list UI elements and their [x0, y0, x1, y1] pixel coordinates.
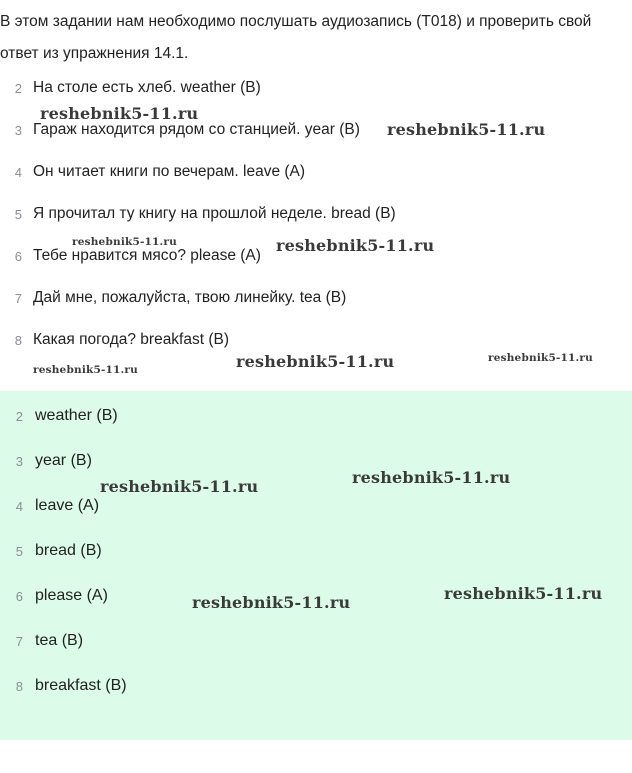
task-intro: В этом задании нам необходимо послушать аудиозапись (T018) и проверить свой ответ из упражнения 14.1. [0, 13, 592, 62]
watermark: reshebnik5-11.ru [387, 120, 546, 139]
answer-item [0, 628, 83, 654]
watermark: reshebnik5-11.ru [236, 352, 395, 371]
item-number: 2 [14, 80, 22, 96]
answer-item [0, 673, 127, 699]
answer-text: breakfast (B) [35, 677, 127, 694]
watermark: reshebnik5-11.ru [192, 593, 351, 612]
answer-item [0, 448, 92, 474]
item-text: На столе есть хлеб. weather (B) [33, 79, 261, 96]
answer-item [0, 493, 99, 519]
answer-number: 6 [15, 588, 23, 604]
watermark: reshebnik5-11.ru [72, 236, 177, 248]
list-item [0, 75, 261, 101]
item-number: 8 [14, 332, 22, 348]
answer-text: bread (B) [35, 542, 102, 559]
answer-text: weather (B) [35, 407, 118, 424]
list-item [0, 285, 346, 311]
answer-item [0, 403, 118, 429]
item-text: Он читает книги по вечерам. leave (A) [33, 163, 306, 180]
list-item [0, 327, 229, 353]
watermark: reshebnik5-11.ru [488, 352, 593, 364]
answer-item [0, 583, 108, 609]
item-text: Дай мне, пожалуйста, твою линейку. tea (B) [33, 289, 347, 306]
watermark: reshebnik5-11.ru [444, 584, 603, 603]
list-item [0, 201, 396, 227]
answer-number: 5 [15, 543, 23, 559]
answer-text: please (A) [35, 587, 108, 604]
answer-number: 3 [15, 453, 23, 469]
item-number: 7 [14, 290, 22, 306]
item-number: 4 [14, 164, 22, 180]
watermark: reshebnik5-11.ru [100, 477, 259, 496]
list-item [0, 159, 305, 185]
answer-number: 2 [15, 408, 23, 424]
item-text: Тебе нравится мясо? please (A) [33, 247, 261, 264]
item-text: Я прочитал ту книгу на прошлой неделе. bread (B) [33, 205, 396, 222]
item-number: 3 [14, 122, 22, 138]
answer-text: year (B) [35, 452, 92, 469]
item-text: Гараж находится рядом со станцией. year (B) [33, 121, 360, 138]
answer-item [0, 538, 102, 564]
item-number: 6 [14, 248, 22, 264]
answers-panel [0, 391, 632, 740]
answer-number: 8 [15, 678, 23, 694]
watermark: reshebnik5-11.ru [33, 364, 138, 376]
watermark: reshebnik5-11.ru [40, 104, 199, 123]
answer-number: 7 [15, 633, 23, 649]
answer-text: leave (A) [35, 497, 100, 514]
answer-number: 4 [15, 498, 23, 514]
watermark: reshebnik5-11.ru [352, 468, 511, 487]
item-text: Какая погода? breakfast (B) [33, 331, 230, 348]
answer-text: tea (B) [35, 632, 84, 649]
item-number: 5 [14, 206, 22, 222]
watermark: reshebnik5-11.ru [276, 236, 435, 255]
